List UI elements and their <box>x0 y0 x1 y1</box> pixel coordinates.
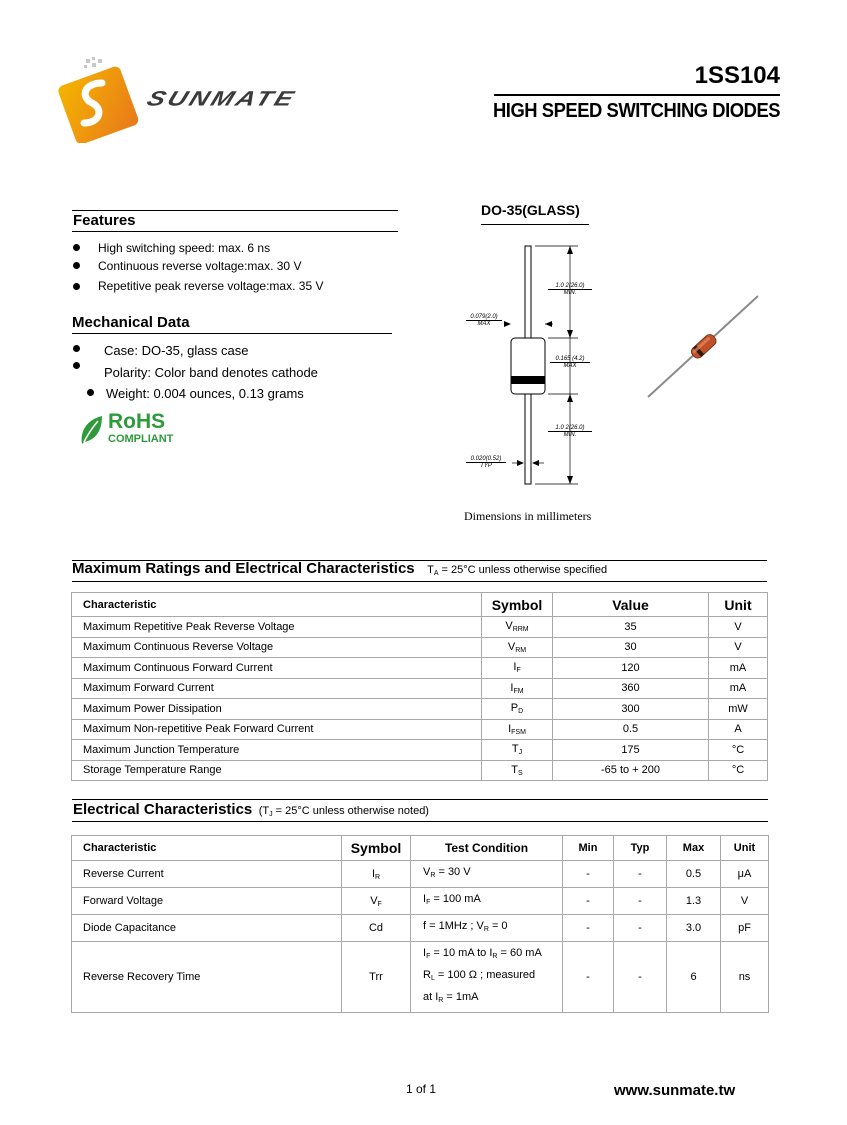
table-header-row <box>72 836 769 861</box>
elec-heading <box>73 801 429 819</box>
company-logo <box>56 57 318 143</box>
cell-characteristic: Maximum Continuous Forward Current <box>72 658 482 679</box>
cell-unit: °C <box>709 740 768 761</box>
cell-characteristic: Forward Voltage <box>72 888 342 915</box>
leaf-icon <box>78 414 104 446</box>
table-row <box>72 888 769 915</box>
cell-characteristic: Maximum Continuous Reverse Voltage <box>72 637 482 658</box>
cell-typ: - <box>614 915 667 942</box>
bullet-icon <box>73 244 80 251</box>
ratings-rule-bottom <box>72 581 767 582</box>
cell-max: 0.5 <box>667 861 721 888</box>
cell-value: 0.5 <box>553 719 709 740</box>
elec-rule-top <box>72 799 768 800</box>
cell-symbol: $V_{RRM}$ <box>482 617 553 638</box>
col-min: Min <box>563 836 614 861</box>
bullet-icon <box>73 262 80 269</box>
mechanical-item: Weight: 0.004 ounces, 0.13 grams <box>106 386 304 401</box>
cell-typ: - <box>614 888 667 915</box>
feature-item: Repetitive peak reverse voltage:max. 35 V <box>98 279 324 293</box>
cell-value: 175 <box>553 740 709 761</box>
elec-condition: ($T_J = 25^\circ C$ unless otherwise noted) <box>258 805 429 818</box>
table-row <box>72 637 768 658</box>
rohs-subtitle: COMPLIANT <box>108 433 174 445</box>
cell-symbol: $T_S$ <box>482 760 553 781</box>
bullet-icon <box>73 362 80 369</box>
cell-symbol: $I_{FM}$ <box>482 678 553 699</box>
elec-table <box>71 835 769 1013</box>
cell-value: 120 <box>553 658 709 679</box>
bullet-icon <box>87 389 94 396</box>
cell-characteristic: Reverse Recovery Time <box>72 942 342 1013</box>
condition-line: f = 1MHz ; $V_R = 0$ <box>423 920 508 933</box>
cell-symbol: $T_J$ <box>482 740 553 761</box>
condition-line: $V_R = 30$ V <box>423 866 471 879</box>
cell-test-condition <box>411 861 563 888</box>
col-characteristic: Characteristic <box>72 836 342 861</box>
rohs-badge <box>78 412 188 448</box>
features-title: Features <box>73 212 136 229</box>
cell-characteristic: Maximum Non-repetitive Peak Forward Current <box>72 719 482 740</box>
cell-symbol: $V_F$ <box>342 888 411 915</box>
table-row <box>72 617 768 638</box>
table-row <box>72 699 768 720</box>
rohs-title: RoHS <box>108 410 166 433</box>
part-number: 1SS104 <box>694 62 780 89</box>
ratings-heading <box>72 560 607 578</box>
cell-min: - <box>563 888 614 915</box>
cell-characteristic: Maximum Repetitive Peak Reverse Voltage <box>72 617 482 638</box>
cell-characteristic: Maximum Power Dissipation <box>72 699 482 720</box>
cell-characteristic: Diode Capacitance <box>72 915 342 942</box>
features-rule-bottom <box>72 231 398 232</box>
cell-symbol: $V_{RM}$ <box>482 637 553 658</box>
condition-line: $I_F = 100$ mA <box>423 893 481 906</box>
cell-characteristic: Storage Temperature Range <box>72 760 482 781</box>
package-caption: Dimensions in millimeters <box>464 509 592 523</box>
cell-typ: - <box>614 861 667 888</box>
cell-characteristic: Maximum Junction Temperature <box>72 740 482 761</box>
cell-unit: pF <box>721 915 769 942</box>
cell-symbol: Cd <box>342 915 411 942</box>
cell-value: -65 to + 200 <box>553 760 709 781</box>
cell-unit: μA <box>721 861 769 888</box>
col-unit: Unit <box>709 593 768 617</box>
mechanical-title: Mechanical Data <box>72 314 190 331</box>
cell-test-condition <box>411 888 563 915</box>
col-symbol: Symbol <box>342 836 411 861</box>
cell-symbol: $P_D$ <box>482 699 553 720</box>
ratings-title: Maximum Ratings and Electrical Characteristics <box>72 560 415 577</box>
header-rule <box>494 94 780 96</box>
col-typ: Typ <box>614 836 667 861</box>
col-max: Max <box>667 836 721 861</box>
table-header-row <box>72 593 768 617</box>
cell-value: 300 <box>553 699 709 720</box>
package-title-rule <box>481 224 589 225</box>
mechanical-rule <box>72 333 392 334</box>
cell-symbol: $I_F$ <box>482 658 553 679</box>
dim-body-diameter: 0.079(2.0) MAX <box>466 314 502 327</box>
cell-value: 360 <box>553 678 709 699</box>
feature-item: High switching speed: max. 6 ns <box>98 241 271 255</box>
mechanical-item: Polarity: Color band denotes cathode <box>104 365 318 380</box>
cell-unit: mW <box>709 699 768 720</box>
dim-lead-diameter: 0.020(0.52) TYP <box>466 456 506 469</box>
condition-line: $R_L = 100$ Ω ; measured <box>423 969 536 982</box>
cell-characteristic: Reverse Current <box>72 861 342 888</box>
cell-typ: - <box>614 942 667 1013</box>
brand-wordmark: SUNMATE <box>143 86 301 111</box>
cell-value: 30 <box>553 637 709 658</box>
dim-body-length: 0.165 (4.2) MAX <box>550 356 590 369</box>
table-row <box>72 915 769 942</box>
cell-min: - <box>563 861 614 888</box>
features-rule-top <box>72 210 398 211</box>
diode-photo <box>640 290 766 404</box>
cell-unit: mA <box>709 678 768 699</box>
table-row <box>72 678 768 699</box>
table-row <box>72 719 768 740</box>
max-ratings-table <box>71 592 768 781</box>
dim-lead-bottom: 1.0 2(26.0) MIN. <box>548 425 592 438</box>
cell-unit: V <box>721 888 769 915</box>
cell-max: 1.3 <box>667 888 721 915</box>
mechanical-item: Case: DO-35, glass case <box>104 343 249 358</box>
cell-unit: ns <box>721 942 769 1013</box>
table-row <box>72 942 769 1013</box>
col-value: Value <box>553 593 709 617</box>
cell-unit: A <box>709 719 768 740</box>
table-row <box>72 658 768 679</box>
condition-line: $I_F = 10$ mA to $I_R = 60$ mA <box>423 947 542 960</box>
cell-test-condition <box>411 915 563 942</box>
bullet-icon <box>73 345 80 352</box>
footer-url[interactable]: www.sunmate.tw <box>614 1082 736 1099</box>
package-title: DO-35(GLASS) <box>481 202 580 218</box>
bullet-icon <box>73 283 80 290</box>
cell-symbol: $I_{FSM}$ <box>482 719 553 740</box>
page-subtitle: HIGH SPEED SWITCHING DIODES <box>492 100 780 122</box>
cell-characteristic: Maximum Forward Current <box>72 678 482 699</box>
col-test-condition: Test Condition <box>411 836 563 861</box>
cell-min: - <box>563 942 614 1013</box>
table-row <box>72 740 768 761</box>
feature-item: Continuous reverse voltage:max. 30 V <box>98 259 302 273</box>
cell-min: - <box>563 915 614 942</box>
cell-unit: mA <box>709 658 768 679</box>
ratings-condition: $T_A = 25^\circ C$ unless otherwise specified <box>427 564 608 577</box>
col-symbol: Symbol <box>482 593 553 617</box>
cell-test-condition <box>411 942 563 1013</box>
col-unit: Unit <box>721 836 769 861</box>
cell-max: 3.0 <box>667 915 721 942</box>
table-row <box>72 760 768 781</box>
cell-unit: V <box>709 637 768 658</box>
table-row <box>72 861 769 888</box>
cell-max: 6 <box>667 942 721 1013</box>
page-number: 1 of 1 <box>406 1082 437 1096</box>
cell-symbol: Trr <box>342 942 411 1013</box>
col-characteristic: Characteristic <box>72 593 482 617</box>
dim-lead-top: 1.0 2(26.0) MIN. <box>548 283 592 296</box>
elec-title: Electrical Characteristics <box>73 801 253 818</box>
elec-rule-bottom <box>72 821 768 822</box>
cell-unit: °C <box>709 760 768 781</box>
condition-line: at $I_R = 1mA$ <box>423 991 479 1004</box>
cell-unit: V <box>709 617 768 638</box>
cell-value: 35 <box>553 617 709 638</box>
cell-symbol: $I_R$ <box>342 861 411 888</box>
